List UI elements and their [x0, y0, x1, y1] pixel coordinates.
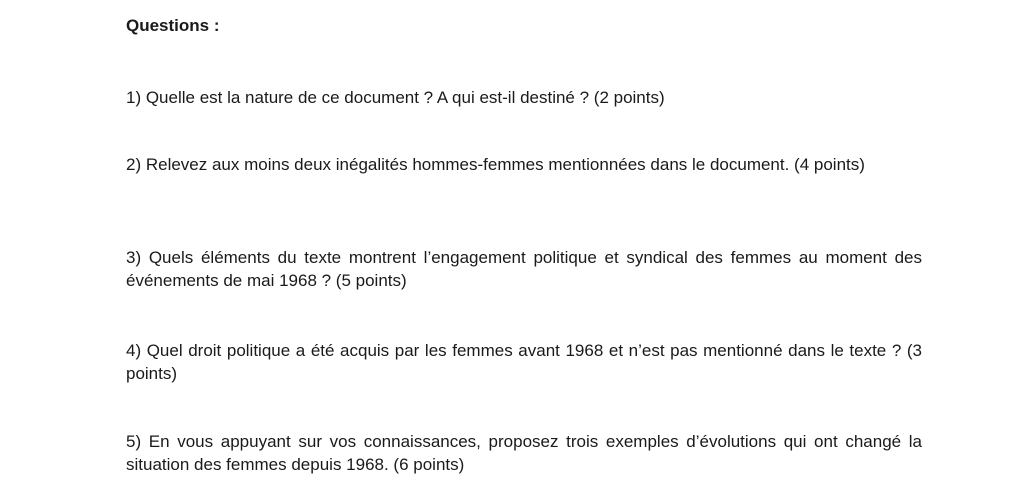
questions-heading: Questions : [126, 16, 220, 35]
question-5: 5) En vous appuyant sur vos connaissances, proposez trois exemples d’évolutions qui ont changé la situation des femmes depuis 1968. (6 points) [126, 432, 922, 474]
question-4: 4) Quel droit politique a été acquis par les femmes avant 1968 et n’est pas mentionné dans le texte ? (3 points) [126, 341, 922, 383]
question-1: 1) Quelle est la nature de ce document ? A qui est-il destiné ? (2 points) [126, 88, 665, 107]
question-2: 2) Relevez aux moins deux inégalités hommes-femmes mentionnées dans le document. (4 points) [126, 155, 865, 174]
question-3: 3) Quels éléments du texte montrent l’engagement politique et syndical des femmes au moment des événements de mai 1968 ? (5 points) [126, 248, 922, 290]
